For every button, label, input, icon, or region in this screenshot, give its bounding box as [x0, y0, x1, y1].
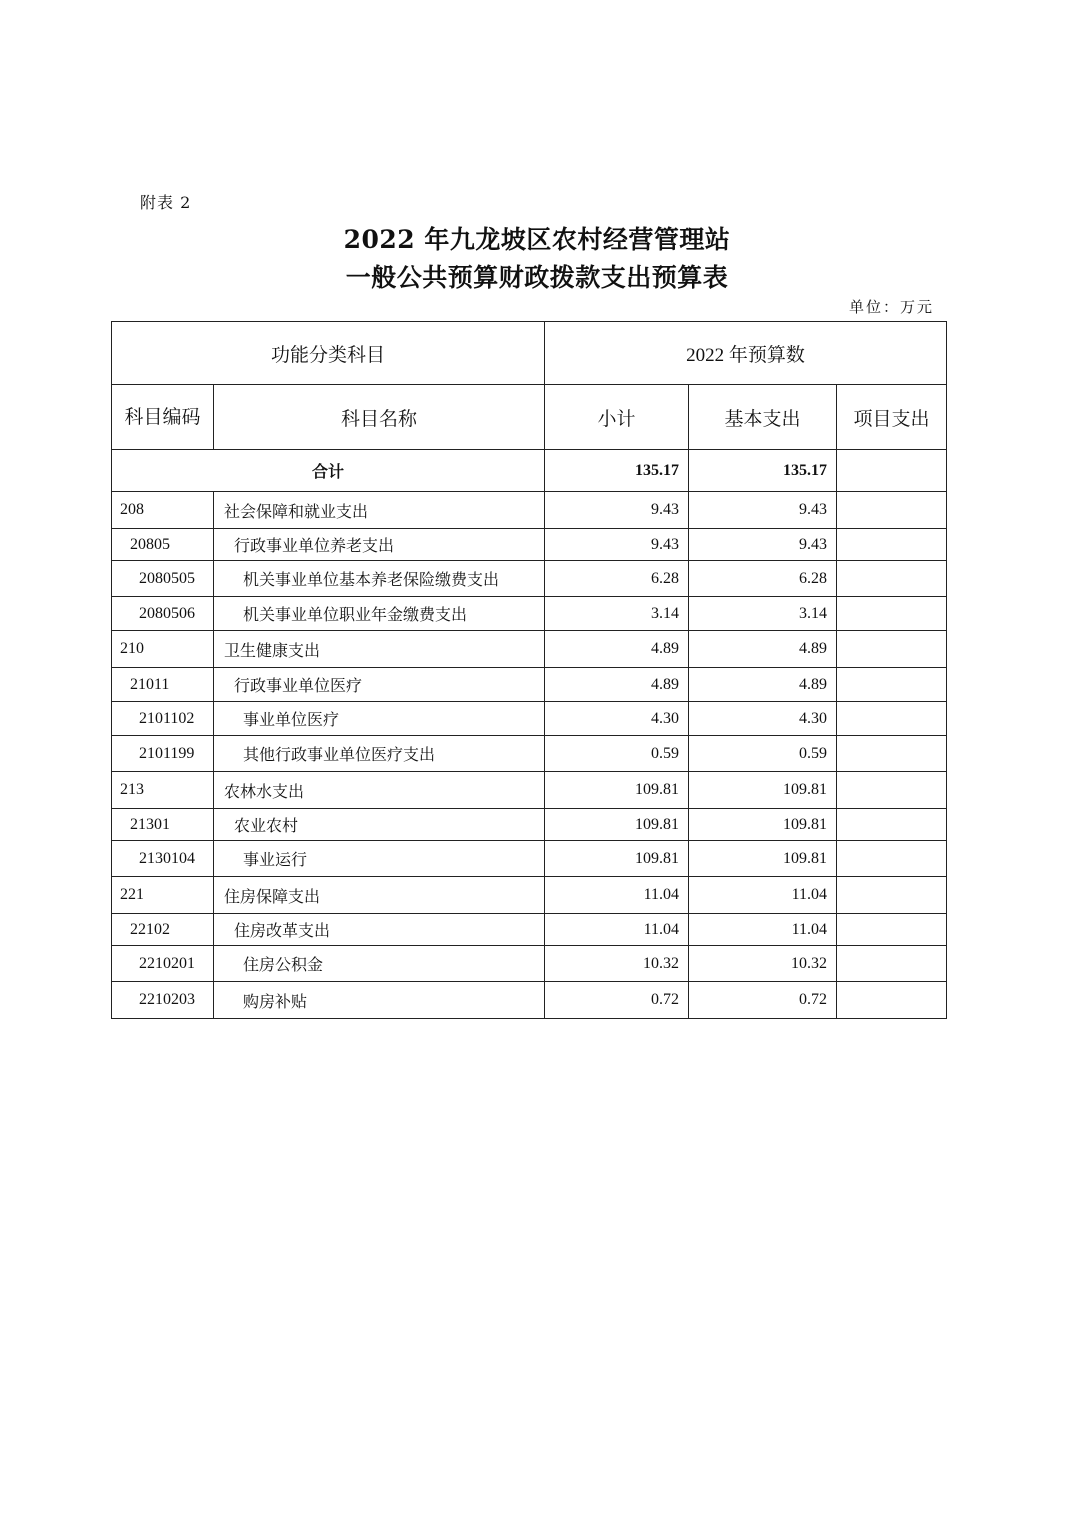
- row-name: 机关事业单位职业年金缴费支出: [214, 597, 545, 631]
- total-project: [837, 450, 947, 492]
- row-subtotal: 6.28: [545, 561, 689, 597]
- row-code: 2130104: [112, 841, 214, 877]
- header-function-category: 功能分类科目: [112, 322, 545, 385]
- row-subtotal: 9.43: [545, 529, 689, 561]
- row-project: [837, 561, 947, 597]
- row-subtotal: 4.89: [545, 631, 689, 668]
- row-name: 社会保障和就业支出: [214, 492, 545, 529]
- row-basic: 4.89: [689, 668, 837, 702]
- row-project: [837, 946, 947, 982]
- table-row: [112, 877, 947, 914]
- row-code: 213: [112, 772, 214, 809]
- row-project: [837, 529, 947, 561]
- row-subtotal: 9.43: [545, 492, 689, 529]
- row-basic: 11.04: [689, 877, 837, 914]
- table-row: [112, 946, 947, 982]
- row-name: 农林水支出: [214, 772, 545, 809]
- table-row: [112, 772, 947, 809]
- row-basic: 9.43: [689, 492, 837, 529]
- row-code: 208: [112, 492, 214, 529]
- row-code: 221: [112, 877, 214, 914]
- row-subtotal: 10.32: [545, 946, 689, 982]
- header-basic: 基本支出: [689, 385, 837, 450]
- row-project: [837, 702, 947, 736]
- row-basic: 10.32: [689, 946, 837, 982]
- row-project: [837, 492, 947, 529]
- row-code: 21011: [112, 668, 214, 702]
- table-row: [112, 492, 947, 529]
- row-subtotal: 11.04: [545, 877, 689, 914]
- row-subtotal: 109.81: [545, 809, 689, 841]
- row-code: 22102: [112, 914, 214, 946]
- row-project: [837, 982, 947, 1019]
- row-subtotal: 109.81: [545, 841, 689, 877]
- table-row: [112, 914, 947, 946]
- total-subtotal: 135.17: [545, 450, 689, 492]
- row-project: [837, 631, 947, 668]
- row-basic: 0.72: [689, 982, 837, 1019]
- row-basic: 9.43: [689, 529, 837, 561]
- attachment-label: 附表 2: [140, 193, 192, 212]
- table-row: [112, 702, 947, 736]
- table-row: [112, 529, 947, 561]
- header-project: 项目支出: [837, 385, 947, 450]
- row-basic: 109.81: [689, 809, 837, 841]
- row-code: 2080506: [112, 597, 214, 631]
- header-name: 科目名称: [214, 385, 545, 450]
- row-code: 21301: [112, 809, 214, 841]
- row-subtotal: 0.72: [545, 982, 689, 1019]
- row-code: 210: [112, 631, 214, 668]
- table-row: [112, 631, 947, 668]
- row-subtotal: 4.89: [545, 668, 689, 702]
- row-name: 行政事业单位养老支出: [214, 529, 545, 561]
- row-subtotal: 0.59: [545, 736, 689, 772]
- row-code: 2210201: [112, 946, 214, 982]
- row-name: 事业运行: [214, 841, 545, 877]
- table-row: [112, 597, 947, 631]
- row-basic: 6.28: [689, 561, 837, 597]
- row-code: 2101102: [112, 702, 214, 736]
- row-basic: 3.14: [689, 597, 837, 631]
- row-project: [837, 668, 947, 702]
- row-subtotal: 3.14: [545, 597, 689, 631]
- budget-table: [111, 321, 947, 1019]
- total-basic: 135.17: [689, 450, 837, 492]
- table-row: [112, 736, 947, 772]
- row-project: [837, 841, 947, 877]
- row-basic: 4.89: [689, 631, 837, 668]
- header-subtotal: 小计: [545, 385, 689, 450]
- row-name: 住房公积金: [214, 946, 545, 982]
- row-code: 2080505: [112, 561, 214, 597]
- row-project: [837, 877, 947, 914]
- row-subtotal: 4.30: [545, 702, 689, 736]
- row-code: 2101199: [112, 736, 214, 772]
- row-name: 行政事业单位医疗: [214, 668, 545, 702]
- total-label: 合计: [112, 450, 545, 492]
- row-name: 其他行政事业单位医疗支出: [214, 736, 545, 772]
- table-row: [112, 809, 947, 841]
- row-code: 20805: [112, 529, 214, 561]
- row-basic: 0.59: [689, 736, 837, 772]
- row-name: 农业农村: [214, 809, 545, 841]
- row-project: [837, 809, 947, 841]
- row-subtotal: 109.81: [545, 772, 689, 809]
- table-row: [112, 982, 947, 1019]
- row-name: 购房补贴: [214, 982, 545, 1019]
- row-basic: 11.04: [689, 914, 837, 946]
- row-project: [837, 736, 947, 772]
- header-budget-year: 2022 年预算数: [545, 322, 947, 385]
- row-name: 事业单位医疗: [214, 702, 545, 736]
- table-row: [112, 841, 947, 877]
- row-basic: 109.81: [689, 841, 837, 877]
- row-project: [837, 772, 947, 809]
- row-subtotal: 11.04: [545, 914, 689, 946]
- page-title-line1: 2022 年九龙坡区农村经营管理站: [343, 225, 731, 254]
- table-row: [112, 561, 947, 597]
- row-name: 住房改革支出: [214, 914, 545, 946]
- page-title-line2: 一般公共预算财政拨款支出预算表: [345, 263, 729, 292]
- unit-label: 单位：万元: [848, 298, 934, 316]
- row-name: 住房保障支出: [214, 877, 545, 914]
- row-name: 卫生健康支出: [214, 631, 545, 668]
- row-project: [837, 597, 947, 631]
- header-code: 科目编码: [112, 385, 214, 450]
- table-row: [112, 668, 947, 702]
- row-basic: 109.81: [689, 772, 837, 809]
- row-basic: 4.30: [689, 702, 837, 736]
- row-code: 2210203: [112, 982, 214, 1019]
- row-project: [837, 914, 947, 946]
- row-name: 机关事业单位基本养老保险缴费支出: [214, 561, 545, 597]
